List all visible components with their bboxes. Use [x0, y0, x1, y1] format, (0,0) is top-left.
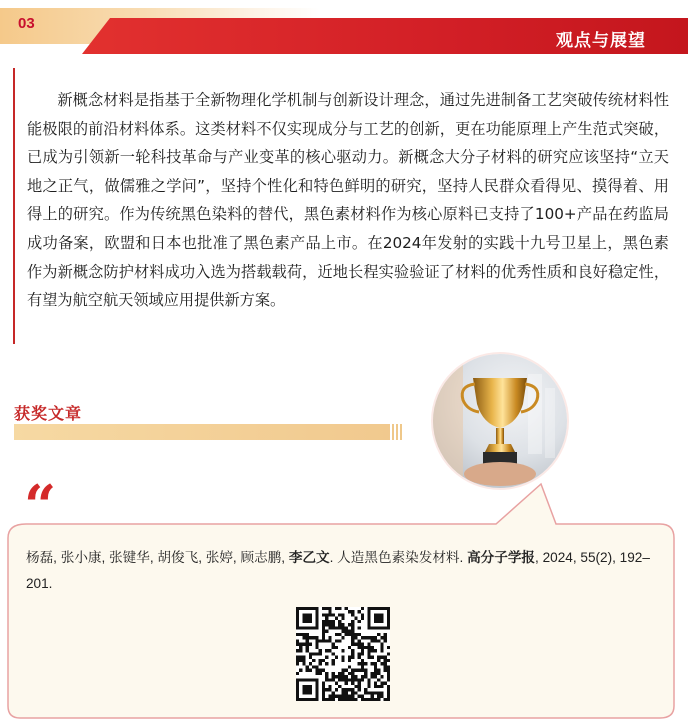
section-number: 03: [18, 15, 35, 32]
awards-heading-stripes: [391, 424, 403, 440]
trophy-photo: [433, 354, 567, 488]
citation-text: [26, 545, 670, 597]
awards-heading: 获奖文章: [14, 404, 83, 423]
citation-article-title: . 人造黑色素染发材料.: [329, 550, 468, 565]
section-title: 观点与展望: [556, 31, 646, 51]
citation-highlight-author: 李乙文: [288, 550, 330, 565]
quote-mark-icon: “: [24, 473, 57, 539]
awards-heading-bar: [14, 424, 390, 440]
body-paragraph: 新概念材料是指基于全新物理化学机制与创新设计理念，通过先进制备工艺突破传统材料性能极限的前沿材料体系。这类材料不仅实现成分与工艺的创新，更在功能原理上产生范式突破，已成为引领新一轮科技革命与产业变革的核心驱动力。新概念大分子材料的研究应该坚持“立天地之正气，做儒雅之学问”，坚持个性化和特色鲜明的研究，坚持人民群众看得见、摸得着、用得上的研究。作为传统黑色染料的替代，黑色素材料作为核心原料已支持了100+产品在药监局成功备案，欧盟和日本也批准了黑色素产品上市。在2024年发射的实践十九号卫星上，黑色素作为新概念防护材料成功入选为搭载载荷，近地长程实验验证了材料的优秀性质和良好稳定性，有望为航空航天领域应用提供新方案。: [27, 91, 669, 310]
citation-details: , 2024, 55(2), 192–201.: [26, 550, 650, 591]
citation-authors: 杨磊, 张小康, 张键华, 胡俊飞, 张婷, 顾志鹏,: [26, 550, 289, 565]
citation-journal: 高分子学报: [467, 550, 536, 565]
section-header: [0, 0, 688, 56]
qr-code[interactable]: [296, 607, 390, 701]
paragraph-side-rule: [13, 68, 15, 344]
